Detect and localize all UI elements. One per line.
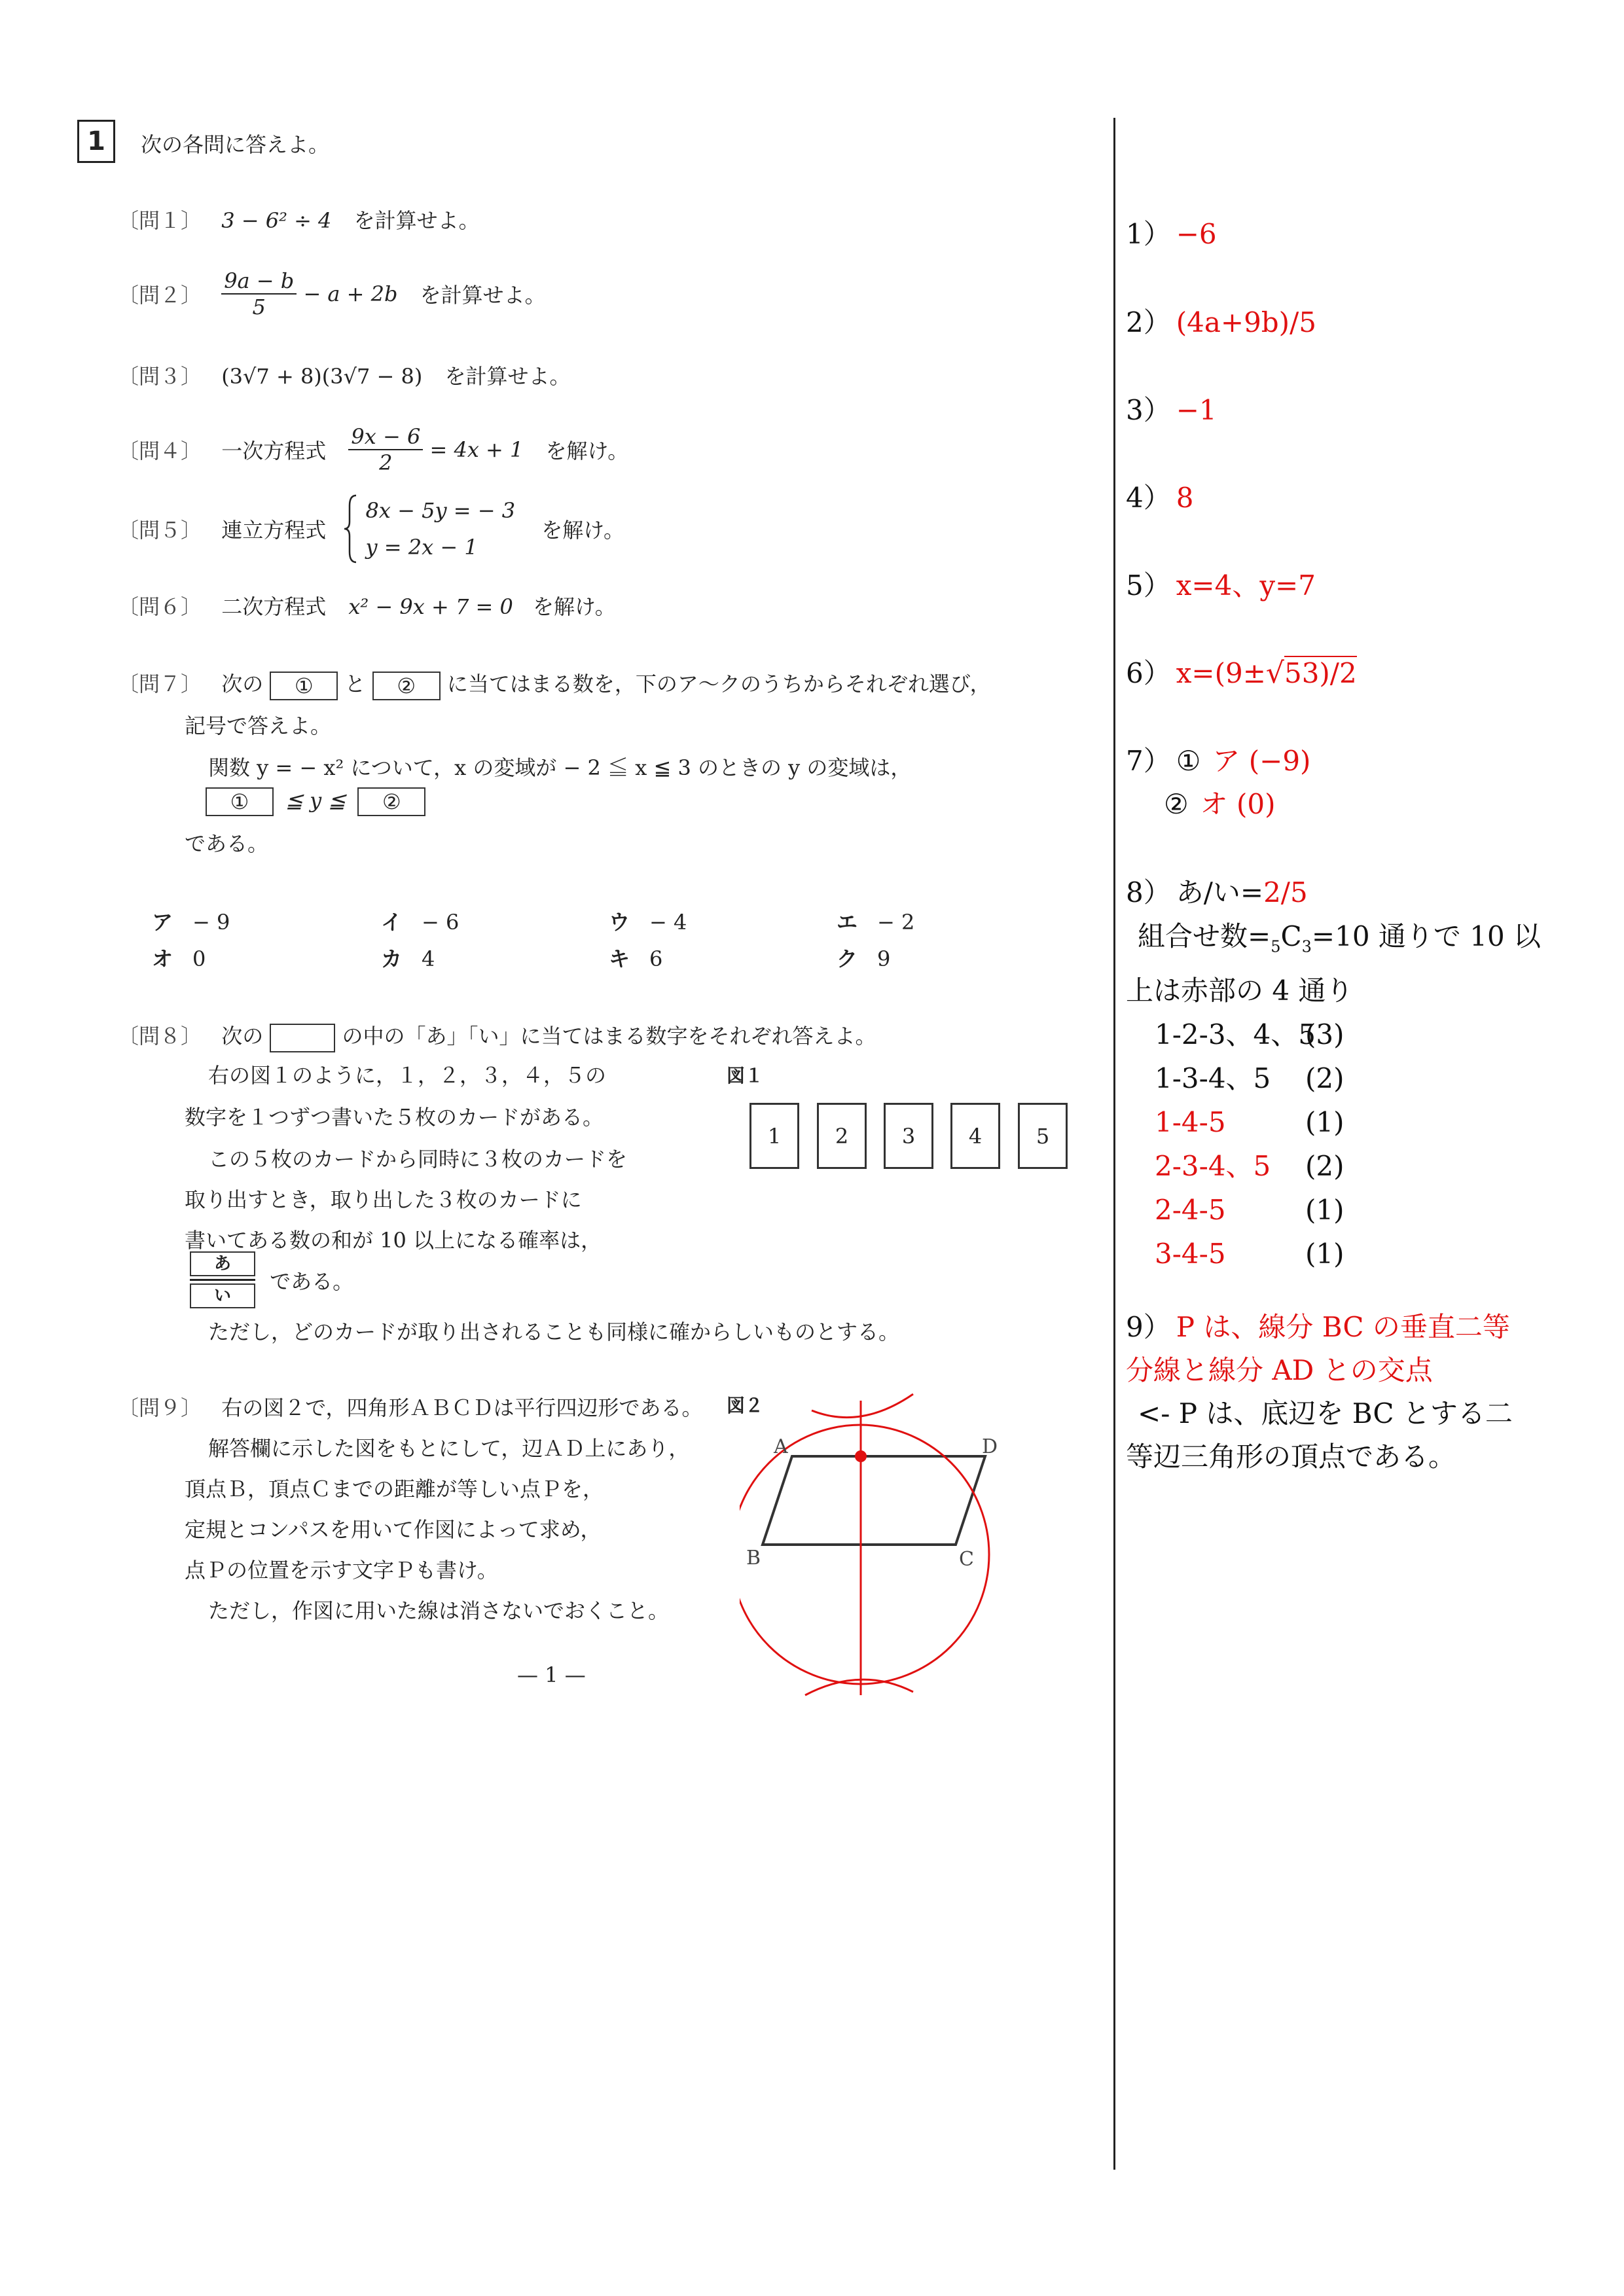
- choice-val: − 4: [649, 910, 687, 935]
- answer-9-line4: 等辺三角形の頂点である。: [1126, 1441, 1456, 1473]
- q8-l6: 書いてある数の和が 10 以上になる確率は，: [185, 1228, 602, 1253]
- q7-label: 〔問７〕: [118, 672, 202, 696]
- answer-value: −1: [1176, 394, 1217, 426]
- combo-row: [1126, 1013, 1541, 1056]
- answer-7-row1: [1126, 740, 1310, 783]
- answer-8-head: [1126, 870, 1541, 914]
- question-5: [118, 492, 624, 565]
- combo-row: [1126, 1188, 1541, 1232]
- choice-key: オ: [152, 946, 173, 971]
- card: 1: [749, 1103, 799, 1169]
- choice-key: エ: [837, 910, 858, 935]
- q2-label: 〔問２〕: [118, 283, 202, 308]
- choice-u: [609, 906, 687, 936]
- answer-5: [1126, 564, 1316, 603]
- combo-count: (1): [1305, 1106, 1344, 1139]
- combo: 1-4-5: [1155, 1106, 1226, 1139]
- arc-lower: [805, 1679, 913, 1695]
- combo: 3-4-5: [1155, 1238, 1226, 1270]
- frac-bar: [190, 1279, 255, 1281]
- choice-val: 0: [192, 946, 206, 971]
- answer-text: あ/い=: [1176, 876, 1264, 908]
- answer-value: P は、線分 BC の垂直二等: [1176, 1311, 1510, 1343]
- combo-count: (1): [1305, 1238, 1344, 1270]
- q8-frac-box: [190, 1251, 255, 1308]
- combo-row: [1126, 1144, 1541, 1188]
- question-7: [118, 668, 991, 700]
- q4-rest: = 4x + 1: [429, 437, 524, 462]
- choice-key: キ: [609, 946, 630, 971]
- choice-val: − 9: [192, 910, 230, 935]
- answer-value: x=4、y=7: [1176, 569, 1316, 601]
- choice-e: [837, 906, 914, 936]
- card: 2: [817, 1103, 867, 1169]
- q8-fraction: [190, 1251, 353, 1308]
- choice-ka: [381, 942, 435, 973]
- answer-4: [1126, 476, 1193, 516]
- q4-den: 2: [379, 450, 393, 475]
- answer-7-row2: [1126, 783, 1310, 826]
- answer-label: 9）: [1126, 1311, 1171, 1343]
- label-c: C: [959, 1548, 974, 1571]
- sqrt-icon: √: [1265, 656, 1284, 690]
- q7-mid: と: [344, 672, 366, 696]
- combo: 2-4-5: [1155, 1194, 1226, 1227]
- arc-upper: [812, 1394, 913, 1418]
- point-p: [855, 1450, 867, 1462]
- frac-den-box: い: [190, 1283, 255, 1308]
- question-number-box: 1: [77, 120, 115, 163]
- q3-expr: (3√7 + 8)(3√7 − 8): [221, 364, 423, 389]
- choice-val: − 2: [877, 910, 915, 935]
- answer-mark: ②: [1164, 788, 1189, 820]
- column-divider: [1113, 118, 1115, 2170]
- answer-label: 3）: [1126, 394, 1171, 426]
- choice-a: [152, 906, 230, 936]
- q9-l5: 点Ｐの位置を示す文字Ｐも書け。: [185, 1558, 498, 1583]
- choice-i: [381, 906, 459, 936]
- q9-l2: 解答欄に示した図をもとにして，辺ＡＤ上にあり，: [208, 1436, 690, 1461]
- instruction: 次の各問に答えよ。: [141, 132, 330, 157]
- fig2-label: 図２: [727, 1395, 764, 1416]
- choice-key: ア: [152, 910, 173, 935]
- answer-label: 7）: [1126, 745, 1171, 777]
- page-number: — 1 —: [517, 1662, 586, 1687]
- q3-label: 〔問３〕: [118, 364, 202, 389]
- combo-count: (2): [1305, 1150, 1344, 1183]
- q7-line2: 記号で答えよ。: [185, 713, 332, 738]
- q2-den: 5: [252, 295, 266, 319]
- combo-row: [1126, 1100, 1541, 1144]
- q4-tail: を解け。: [545, 439, 629, 463]
- range-box-1: ①: [206, 787, 274, 816]
- parallelogram: [763, 1456, 985, 1545]
- label-a: A: [774, 1435, 788, 1458]
- answer-value: (4a+9b)/5: [1176, 306, 1316, 338]
- q5-tail: を解け。: [541, 518, 624, 543]
- note-sub: 5: [1271, 937, 1281, 956]
- choice-key: ウ: [609, 910, 630, 935]
- q5-label: 〔問５〕: [118, 518, 202, 543]
- q8-pre: 次の: [221, 1024, 264, 1049]
- q8-l5: 取り出すとき，取り出した３枚のカードに: [185, 1187, 582, 1212]
- q8-l3: 数字を１つずつ書いた５枚のカードがある。: [185, 1105, 604, 1130]
- q5-kind: 連立方程式: [221, 518, 327, 543]
- choice-ki: [609, 942, 662, 973]
- card: 3: [884, 1103, 933, 1169]
- q7-range: [206, 787, 425, 816]
- q2-rest: − a + 2b: [303, 281, 398, 306]
- label-b: B: [746, 1547, 761, 1570]
- fig1-label: 図１: [727, 1065, 764, 1086]
- q4-kind: 一次方程式: [221, 439, 327, 463]
- answer-9: [1126, 1306, 1513, 1479]
- q8-line1: の中の「あ」「い」に当てはまる数字をそれぞれ答えよ。: [342, 1024, 876, 1049]
- frac-num-box: あ: [190, 1251, 255, 1276]
- question-8: [118, 1020, 876, 1052]
- q8-l8: ただし，どのカードが取り出されることも同様に確からしいものとする。: [208, 1319, 900, 1344]
- choice-key: カ: [381, 946, 403, 971]
- card: 5: [1018, 1103, 1068, 1169]
- answer-9-line3: <- P は、底辺を BC とする二: [1138, 1397, 1513, 1429]
- answer-3: [1126, 389, 1217, 428]
- q5-eq1: 8x − 5y = − 3: [365, 498, 516, 523]
- answer-9-line2: 分線と線分 AD との交点: [1126, 1354, 1433, 1386]
- answer-2: [1126, 301, 1316, 340]
- answer-9-line1: [1126, 1306, 1513, 1349]
- q6-expr: x² − 9x + 7 = 0: [348, 594, 513, 619]
- choice-key: ク: [837, 946, 858, 971]
- answer-value: 2/5: [1263, 876, 1308, 908]
- note-sub: 3: [1301, 937, 1312, 956]
- note-c: C: [1280, 920, 1302, 952]
- answer-value: ア (−9): [1212, 745, 1311, 777]
- answer-value: −6: [1176, 218, 1217, 250]
- q6-label: 〔問６〕: [118, 594, 202, 619]
- answer-label: 6）: [1126, 657, 1171, 689]
- empty-box: [270, 1024, 335, 1052]
- q3-tail: を計算せよ。: [444, 364, 571, 389]
- answer-value-pre: x=(9±: [1176, 657, 1266, 689]
- answer-8-note2: 上は赤部の 4 通り: [1126, 975, 1354, 1007]
- q2-tail: を計算せよ。: [420, 283, 546, 308]
- answer-box-1: ①: [270, 672, 338, 700]
- q9-l4: 定規とコンパスを用いて作図によって求め，: [185, 1517, 602, 1542]
- q1-expr: 3 − 6² ÷ 4: [221, 208, 332, 233]
- note-pre: 組合せ数=: [1138, 920, 1271, 952]
- q5-eq2: y = 2x − 1: [365, 535, 478, 560]
- answer-label: 4）: [1126, 482, 1171, 514]
- choice-val: 6: [649, 946, 663, 971]
- q9-label: 〔問９〕: [118, 1395, 202, 1420]
- choice-val: 9: [877, 946, 891, 971]
- choice-key: イ: [381, 910, 403, 935]
- question-2: [118, 268, 546, 319]
- combo-row: [1126, 1232, 1541, 1276]
- q2-fraction: [221, 268, 297, 319]
- answer-mark: ①: [1176, 745, 1201, 777]
- answer-box-2: ②: [372, 672, 441, 700]
- answer-8: [1126, 870, 1541, 1276]
- answer-label: 1）: [1126, 218, 1171, 250]
- card: 4: [950, 1103, 1000, 1169]
- q4-label: 〔問４〕: [118, 439, 202, 463]
- q7-line3: 関数 y = − x² について，x の変域が − 2 ≦ x ≦ 3 のときの y の変域は，: [208, 755, 912, 780]
- combo-count: (2): [1305, 1062, 1344, 1095]
- answer-7: [1126, 740, 1310, 826]
- brace-icon: [343, 493, 359, 565]
- answer-label: 2）: [1126, 306, 1171, 338]
- q1-tail: を計算せよ。: [353, 208, 480, 233]
- q4-fraction: [348, 424, 423, 475]
- combo-row: [1126, 1056, 1541, 1100]
- fig1-cards: [749, 1103, 1070, 1168]
- question-9: [118, 1391, 703, 1422]
- choice-val: − 6: [422, 910, 460, 935]
- range-box-2: ②: [357, 787, 425, 816]
- q1-label: 〔問１〕: [118, 208, 202, 233]
- answer-6: [1126, 652, 1357, 691]
- q7-line1: に当てはまる数を，下のア〜クのうちからそれぞれ選び，: [446, 672, 991, 696]
- choice-ku: [837, 942, 890, 973]
- answer-8-note1: [1126, 914, 1541, 969]
- question-6: [118, 590, 616, 620]
- note-post: =10 通りで 10 以: [1311, 920, 1542, 952]
- answer-1: [1126, 213, 1217, 252]
- q2-num: 9a − b: [221, 268, 297, 295]
- q8-label: 〔問８〕: [118, 1024, 202, 1049]
- q8-l7: である。: [270, 1268, 354, 1294]
- combo-count: (1): [1305, 1194, 1344, 1227]
- q4-num: 9x − 6: [348, 424, 423, 450]
- q7-line5: である。: [185, 831, 269, 856]
- question-1: [118, 204, 480, 234]
- combo: 1-2-3、4、5: [1155, 1018, 1316, 1051]
- q9-l3: 頂点Ｂ，頂点Ｃまでの距離が等しい点Ｐを，: [185, 1477, 604, 1501]
- arc-from-b: [740, 1425, 989, 1684]
- choice-val: 4: [422, 946, 435, 971]
- answer-label: 5）: [1126, 569, 1171, 601]
- combo: 2-3-4、5: [1155, 1150, 1271, 1183]
- question-3: [118, 360, 571, 390]
- combo: 1-3-4、5: [1155, 1062, 1271, 1095]
- answer-value: オ (0): [1200, 788, 1276, 820]
- q7-ineq: ≦ y ≦: [285, 787, 346, 813]
- q5-system: [366, 492, 516, 565]
- combo-count: (3): [1305, 1018, 1344, 1051]
- answer-value: 8: [1176, 482, 1194, 514]
- question-4: [118, 424, 628, 475]
- answer-label: 8）: [1126, 876, 1171, 908]
- q6-tail: を解け。: [533, 594, 616, 619]
- q8-l4: この５枚のカードから同時に３枚のカードを: [208, 1147, 628, 1172]
- q9-l6: ただし，作図に用いた線は消さないでおくこと。: [208, 1598, 670, 1623]
- q9-l1: 右の図２で，四角形ＡＢＣＤは平行四辺形である。: [221, 1395, 703, 1420]
- fig2-diagram: [740, 1388, 1001, 1702]
- answer-value-radicand: 53)/2: [1284, 657, 1357, 689]
- q7-pre: 次の: [221, 672, 264, 696]
- q8-l2: 右の図１のように，１，２，３，４，５の: [208, 1063, 607, 1088]
- label-d: D: [982, 1435, 998, 1458]
- choice-o: [152, 942, 206, 973]
- q6-kind: 二次方程式: [221, 594, 327, 619]
